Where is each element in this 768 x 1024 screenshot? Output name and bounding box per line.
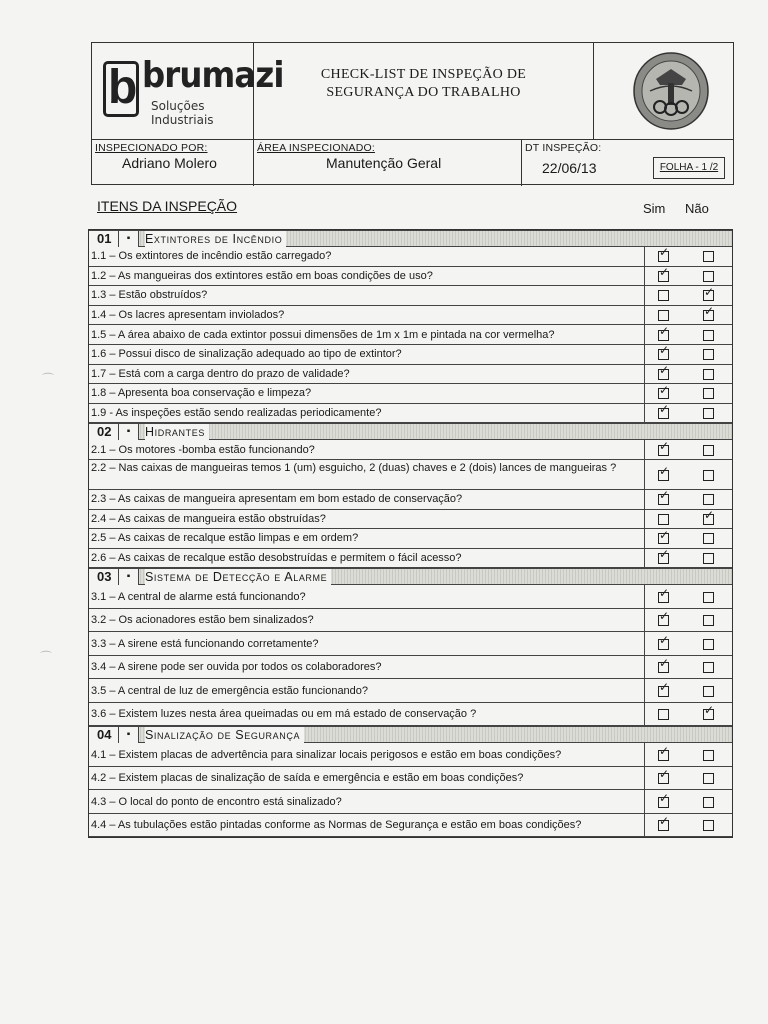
document-header (91, 42, 734, 185)
area-name: Manutenção Geral (326, 155, 442, 171)
checkbox-nao[interactable] (703, 553, 714, 564)
checkbox-sim[interactable] (658, 514, 669, 525)
item-question: 1.4 – Os lacres apresentam inviolados? (91, 309, 285, 322)
check-mark-icon: ✓ (659, 463, 670, 478)
item-question: 2.2 – Nas caixas de mangueiras temos 1 (um) esguicho, 2 (duas) chaves e 2 (dois) lances de mangueiras ? (91, 462, 617, 474)
section-bullet: ▪ (119, 569, 139, 585)
checkbox-nao[interactable] (703, 773, 714, 784)
section-number: 01 (89, 231, 119, 247)
company-logo (92, 43, 284, 139)
area-label: ÁREA INSPECIONADO: (257, 142, 375, 154)
sheet-number: FOLHA - 1 /2 (653, 157, 725, 179)
checklist-item (89, 404, 732, 424)
column-divider (644, 365, 645, 384)
check-mark-icon: ✓ (704, 507, 715, 522)
check-mark-icon: ✓ (659, 743, 670, 758)
section-title: Sistema de Detecção e Alarme (145, 569, 331, 585)
column-divider (644, 679, 645, 702)
checklist-item (89, 247, 732, 267)
column-divider (644, 267, 645, 286)
checkbox-nao[interactable] (703, 251, 714, 262)
column-divider (644, 345, 645, 364)
column-nao: Não (685, 201, 709, 216)
column-divider (644, 384, 645, 403)
document-title (254, 43, 594, 139)
item-question: 1.1 – Os extintores de incêndio estão carregado? (91, 250, 332, 263)
area-cell (254, 140, 522, 186)
title-line-1: CHECK-LIST DE INSPEÇÃO DE (320, 67, 527, 82)
section-title: Sinalização de Segurança (145, 727, 304, 743)
check-mark-icon: ✓ (659, 585, 670, 600)
column-divider (644, 247, 645, 266)
check-mark-icon: ✓ (704, 703, 715, 718)
inspector-label: INSPECIONADO POR: (95, 142, 208, 154)
item-question: 1.3 – Estão obstruídos? (91, 289, 208, 302)
checklist-item (89, 345, 732, 365)
checklist-item (89, 585, 732, 609)
column-divider (644, 510, 645, 529)
check-mark-icon: ✓ (704, 284, 715, 299)
checklist-item (89, 286, 732, 306)
column-divider (644, 529, 645, 548)
inspector-name: Adriano Molero (122, 155, 217, 171)
column-divider (644, 490, 645, 509)
checklist-table (88, 229, 733, 838)
section-title: Extintores de Incêndio (145, 231, 286, 247)
item-question: 4.4 – As tubulações estão pintadas conforme as Normas de Segurança e estão em boas condições? (91, 819, 582, 832)
section-bullet: ▪ (119, 231, 139, 247)
section-header (89, 230, 732, 247)
checklist-item (89, 460, 732, 490)
checkbox-sim[interactable] (658, 310, 669, 321)
inspector-cell (92, 140, 254, 186)
section-bullet: ▪ (119, 727, 139, 743)
column-divider (644, 767, 645, 790)
checkbox-nao[interactable] (703, 639, 714, 650)
section-number: 02 (89, 424, 119, 440)
check-mark-icon: ✓ (659, 438, 670, 453)
check-mark-icon: ✓ (659, 547, 670, 562)
checkbox-nao[interactable] (703, 533, 714, 544)
checkbox-nao[interactable] (703, 494, 714, 505)
column-divider (644, 404, 645, 423)
company-tagline: Soluções Industriais (151, 99, 214, 127)
checklist-item (89, 507, 732, 530)
column-divider (644, 632, 645, 655)
item-question: 2.4 – As caixas de mangueira estão obstruídas? (91, 512, 326, 525)
check-mark-icon: ✓ (659, 362, 670, 377)
check-mark-icon: ✓ (659, 323, 670, 338)
section-title: Hidrantes (145, 424, 209, 440)
checkbox-nao[interactable] (703, 592, 714, 603)
item-question: 2.1 – Os motores -bomba estão funcionando? (91, 443, 315, 456)
logo-mark: b (103, 61, 139, 117)
item-question: 1.8 – Apresenta boa conservação e limpeza? (91, 387, 312, 400)
checklist-item (89, 656, 732, 680)
checkbox-sim[interactable] (658, 290, 669, 301)
check-mark-icon: ✓ (659, 790, 670, 805)
company-name: brumazi (142, 55, 284, 96)
checkbox-sim[interactable] (658, 709, 669, 720)
check-mark-icon: ✓ (659, 402, 670, 417)
column-divider (644, 743, 645, 766)
check-mark-icon: ✓ (659, 656, 670, 671)
item-question: 1.7 – Está com a carga dentro do prazo de validade? (91, 367, 350, 380)
column-divider (644, 656, 645, 679)
checklist-item (89, 767, 732, 791)
section-bullet: ▪ (119, 424, 139, 440)
checklist-item (89, 529, 732, 549)
item-question: 1.6 – Possui disco de sinalização adequado ao tipo de extintor? (91, 348, 402, 361)
official-seal-icon (632, 51, 710, 131)
margin-mark: ⌒ (42, 372, 55, 386)
check-mark-icon: ✓ (659, 814, 670, 829)
item-question: 3.2 – Os acionadores estão bem sinalizados? (91, 614, 314, 627)
check-mark-icon: ✓ (659, 488, 670, 503)
checklist-item (89, 440, 732, 460)
item-question: 1.2 – As mangueiras dos extintores estão em boas condições de uso? (91, 269, 433, 282)
item-question: 3.6 – Existem luzes nesta área queimadas ou em má estado de conservação ? (91, 708, 477, 721)
item-question: 3.3 – A sirene está funcionando corretamente? (91, 637, 319, 650)
check-mark-icon: ✓ (659, 382, 670, 397)
checklist-item (89, 609, 732, 633)
margin-mark: ⌒ (40, 650, 53, 664)
checkbox-nao[interactable] (703, 408, 714, 419)
item-question: 2.5 – As caixas de recalque estão limpas e em ordem? (91, 532, 359, 545)
checkbox-nao[interactable] (703, 470, 714, 481)
checklist-item (89, 490, 732, 510)
check-mark-icon: ✓ (659, 632, 670, 647)
checklist-item (89, 679, 732, 703)
check-mark-icon: ✓ (659, 264, 670, 279)
check-mark-icon: ✓ (659, 679, 670, 694)
checklist-item (89, 264, 732, 287)
check-mark-icon: ✓ (659, 343, 670, 358)
checkbox-nao[interactable] (703, 797, 714, 808)
checklist-item (89, 743, 732, 767)
section-header (89, 568, 732, 585)
check-mark-icon: ✓ (659, 527, 670, 542)
column-sim: Sim (643, 201, 666, 216)
checklist-item (89, 632, 732, 656)
section-number: 04 (89, 727, 119, 743)
column-divider (644, 440, 645, 459)
column-divider (644, 790, 645, 813)
section-header (89, 726, 732, 743)
checkbox-nao[interactable] (703, 369, 714, 380)
checkbox-nao[interactable] (703, 330, 714, 341)
checklist-item (89, 384, 732, 404)
checklist-item (89, 362, 732, 385)
check-mark-icon: ✓ (704, 304, 715, 319)
checklist-item (89, 790, 732, 814)
item-question: 2.6 – As caixas de recalque estão desobstruídas e permitem o fácil acesso? (91, 552, 462, 565)
items-title: ITENS DA INSPEÇÃO (97, 198, 238, 214)
inspection-date: 22/06/13 (542, 160, 597, 176)
inspection-info-row (92, 139, 733, 186)
check-mark-icon: ✓ (659, 245, 670, 260)
section-number: 03 (89, 569, 119, 585)
checkbox-nao[interactable] (703, 615, 714, 626)
item-question: 4.3 – O local do ponto de encontro está sinalizado? (91, 795, 342, 808)
item-question: 3.4 – A sirene pode ser ouvida por todos os colaboradores? (91, 661, 382, 674)
title-line-2: SEGURANÇA DO TRABALHO (326, 85, 521, 100)
item-question: 4.1 – Existem placas de advertência para sinalizar locais perigosos e estão em boas condições? (91, 748, 562, 761)
checklist-item (89, 703, 732, 727)
seal-cell (594, 43, 735, 139)
checkbox-nao[interactable] (703, 388, 714, 399)
column-divider (644, 703, 645, 726)
column-divider (644, 306, 645, 325)
column-divider (644, 325, 645, 344)
checklist-item (89, 325, 732, 345)
column-divider (644, 549, 645, 568)
checkbox-nao[interactable] (703, 750, 714, 761)
check-mark-icon: ✓ (659, 767, 670, 782)
checkbox-nao[interactable] (703, 662, 714, 673)
checklist-item (89, 814, 732, 838)
item-question: 1.9 - As inspeções estão sendo realizadas periodicamente? (91, 407, 382, 420)
section-header (89, 423, 732, 440)
checkbox-nao[interactable] (703, 686, 714, 697)
item-question: 4.2 – Existem placas de sinalização de saída e emergência e estão em boas condições? (91, 772, 524, 785)
check-mark-icon: ✓ (659, 609, 670, 624)
date-label: DT INSPEÇÃO: (525, 142, 602, 154)
checklist-item (89, 306, 732, 326)
checkbox-nao[interactable] (703, 445, 714, 456)
column-divider (644, 460, 645, 489)
column-divider (644, 609, 645, 632)
item-question: 3.1 – A central de alarme está funcionando? (91, 590, 306, 603)
item-question: 2.3 – As caixas de mangueira apresentam em bom estado de conservação? (91, 493, 463, 506)
column-divider (644, 585, 645, 608)
item-question: 1.5 – A área abaixo de cada extintor possui dimensões de 1m x 1m e pintada na cor vermelha? (91, 328, 555, 341)
checklist-item (89, 549, 732, 569)
checkbox-nao[interactable] (703, 349, 714, 360)
column-divider (644, 286, 645, 305)
checkbox-nao[interactable] (703, 271, 714, 282)
item-question: 3.5 – A central de luz de emergência estão funcionando? (91, 684, 369, 697)
checkbox-nao[interactable] (703, 820, 714, 831)
column-divider (644, 814, 645, 837)
